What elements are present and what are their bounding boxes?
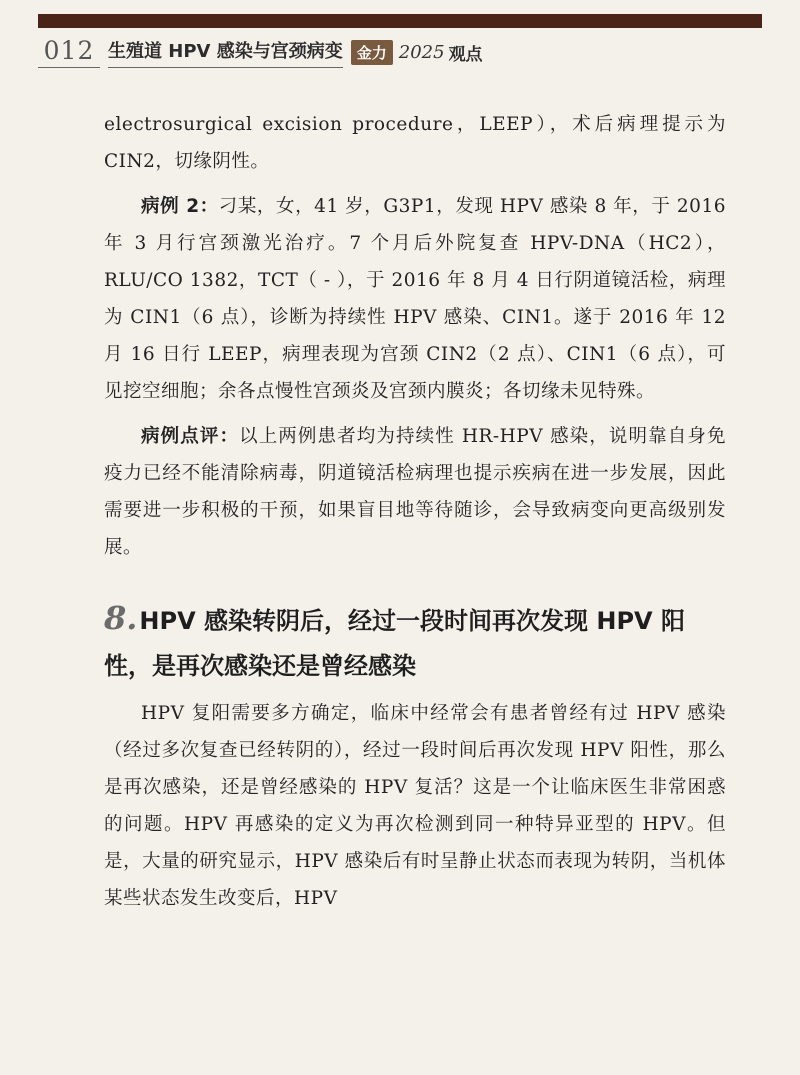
case-review-paragraph bbox=[104, 418, 726, 566]
section-body-paragraph: HPV 复阳需要多方确定，临床中经常会有患者曾经有过 HPV 感染（经过多次复查已经转阴的），经过一段时间后再次发现 HPV 阳性，那么是再次感染，还是曾经感染的 HPV 复活？这是一个让临床医生非常困惑的问题。HPV 再感染的定义为再次检测到同一种特异亚型的 HPV。但是，大量的研究显示，HPV 感染后有时呈静止状态而表现为转阴，当机体某些状态发生改变后，HPV bbox=[104, 703, 726, 909]
section-number: 8. bbox=[104, 599, 138, 637]
edition-year: 2025 bbox=[398, 41, 445, 63]
case-2-paragraph bbox=[104, 188, 726, 410]
case-2-text: 刁某，女，41 岁，G3P1，发现 HPV 感染 8 年，于 2016 年 3 月行宫颈激光治疗。7 个月后外院复查 HPV-DNA（HC2），RLU/CO 1382，TCT（ - ），于 2016 年 8 月 4 日行阴道镜活检，病理为 CIN1（6 点），诊断为持续性 HPV 感染、CIN1。遂于 2016 年 12 月 16 日行 LEEP，病理表现为宫颈 CIN2（2 点）、CIN1（6 点），可见挖空细胞；余各点慢性宫颈炎及宫颈内膜炎；各切缘未见特殊。 bbox=[104, 196, 726, 402]
paragraph-continued: electrosurgical excision procedure，LEEP），术后病理提示为 CIN2，切缘阴性。 bbox=[104, 114, 726, 172]
top-decor-bar bbox=[38, 14, 762, 28]
author-badge: 金力 bbox=[351, 40, 393, 65]
case-review-label: 病例点评： bbox=[141, 426, 240, 447]
case-review-text: 以上两例患者均为持续性 HR-HPV 感染，说明靠自身免疫力已经不能清除病毒，阴道镜活检病理也提示疾病在进一步发展，因此需要进一步积极的干预，如果盲目地等待随诊，会导致病变向更高级别发展。 bbox=[104, 426, 726, 558]
case-2-label: 病例 2： bbox=[141, 196, 219, 217]
page-body bbox=[104, 106, 726, 917]
page-number: 012 bbox=[38, 36, 100, 68]
section-heading bbox=[104, 596, 724, 689]
header-suffix: 观点 bbox=[448, 44, 483, 65]
running-header bbox=[38, 34, 762, 70]
series-title: 生殖道 HPV 感染与宫颈病变 bbox=[108, 37, 343, 68]
section-title: HPV 感染转阴后，经过一段时间再次发现 HPV 阳性，是再次感染还是曾经感染 bbox=[104, 607, 685, 680]
